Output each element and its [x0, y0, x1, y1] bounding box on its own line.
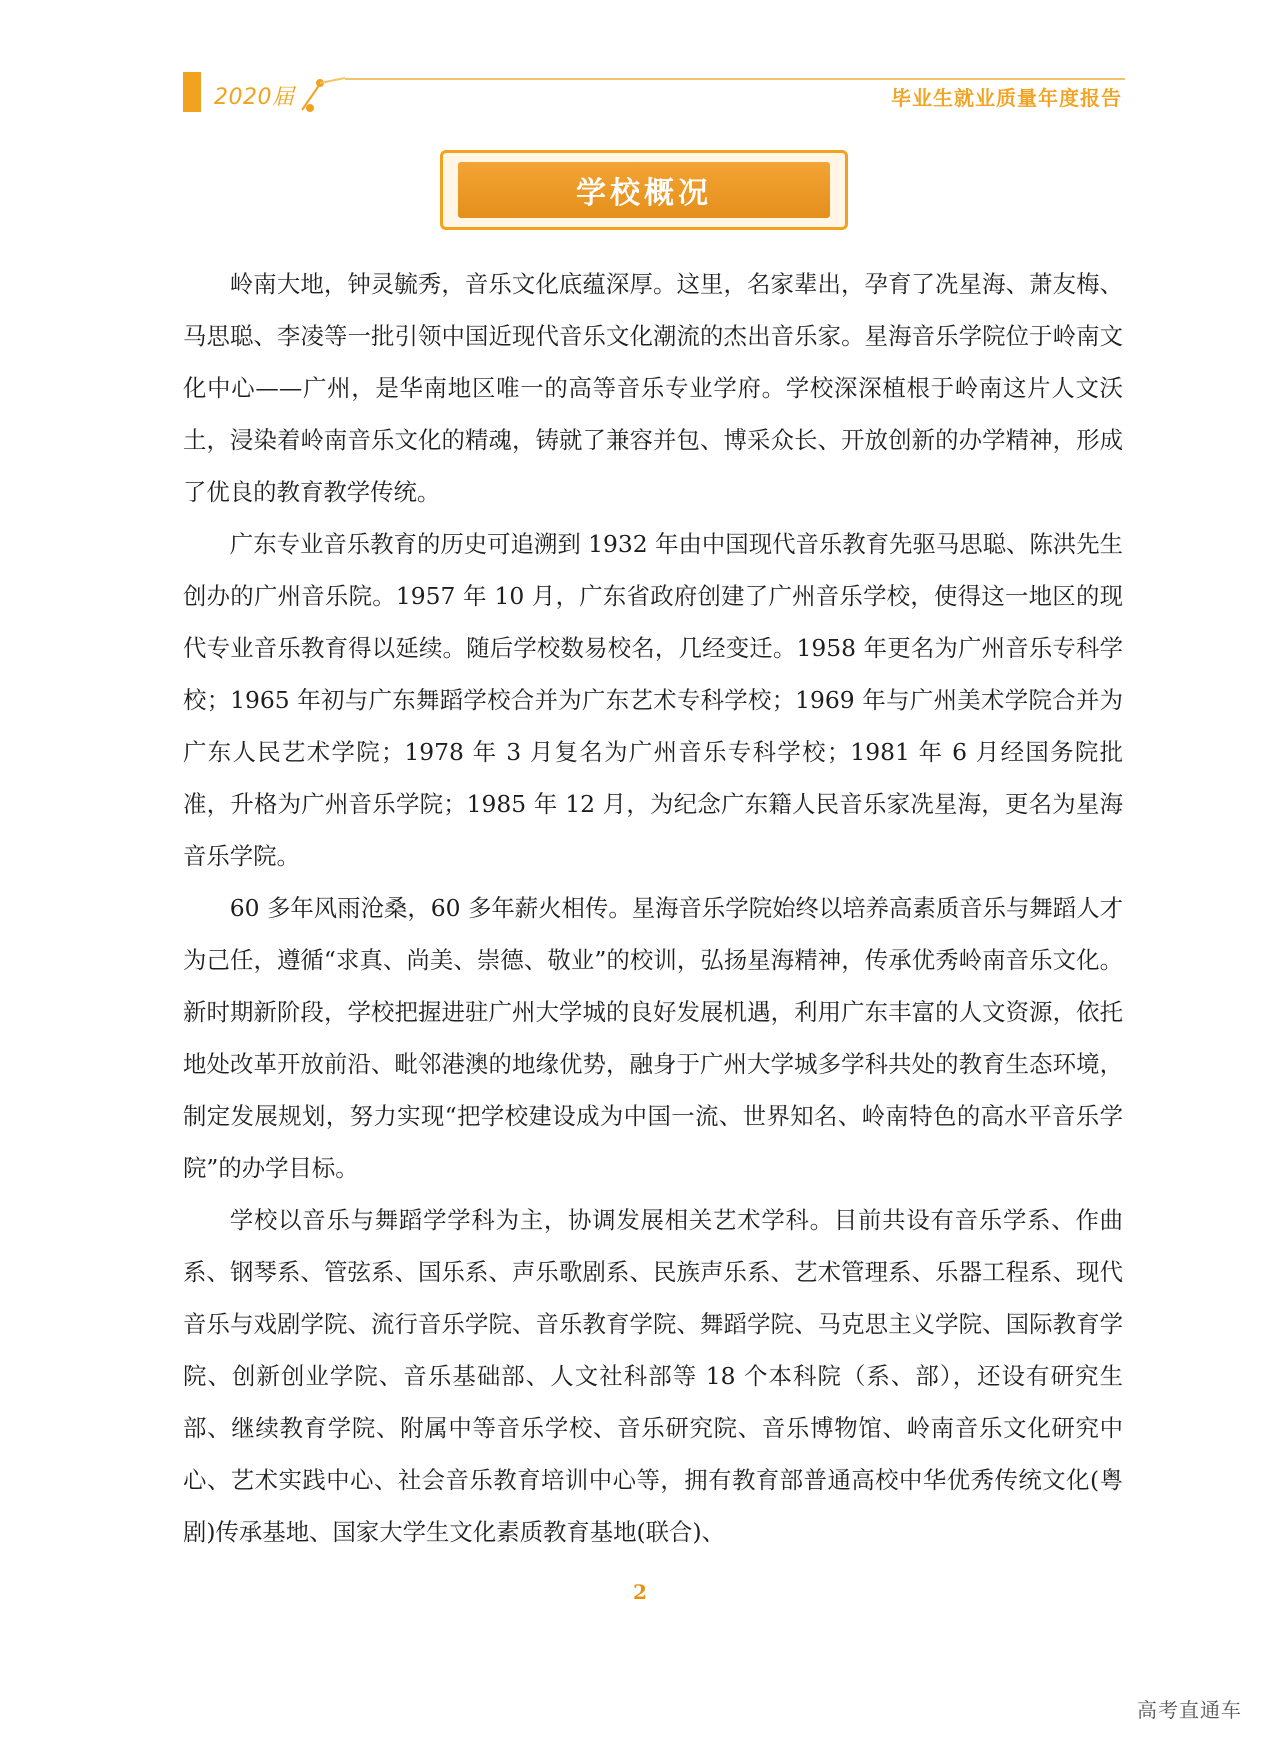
header-decoration-icon: [296, 70, 356, 116]
header-report-title: 毕业生就业质量年度报告: [891, 86, 1122, 110]
header-year: 2020届: [214, 85, 295, 110]
watermark: 高考直通车: [1137, 1698, 1242, 1722]
paragraph: 广东专业音乐教育的历史可追溯到 1932 年由中国现代音乐教育先驱马思聪、陈洪先生创办的广州音乐院。1957 年 10 月，广东省政府创建了广州音乐学校，使得这一地区的现代专业音乐教育得以延续。随后学校数易校名，几经变迁。1958 年更名为广州音乐专科学校；1965 年初与广东舞蹈学校合并为广东艺术专科学校；1969 年与广州美术学院合并为广东人民艺术学院；1978 年 3 月复名为广州音乐专科学校；1981 年 6 月经国务院批准，升格为广州音乐学院；1985 年 12 月，为纪念广东籍人民音乐家冼星海，更名为星海音乐学院。: [183, 530, 1123, 870]
section-title-banner: [458, 162, 830, 218]
body-text: [183, 258, 1123, 1558]
page-header: [0, 0, 1280, 130]
paragraph: 学校以音乐与舞蹈学学科为主，协调发展相关艺术学科。目前共设有音乐学系、作曲系、钢琴系、管弦系、国乐系、声乐歌剧系、民族声乐系、艺术管理系、乐器工程系、现代音乐与戏剧学院、流行音乐学院、音乐教育学院、舞蹈学院、马克思主义学院、国际教育学院、创新创业学院、音乐基础部、人文社科部等 18 个本科院（系、部），还设有研究生部、继续教育学院、附属中等音乐学校、音乐研究院、音乐博物馆、岭南音乐文化研究中心、艺术实践中心、社会音乐教育培训中心等，拥有教育部普通高校中华优秀传统文化(粤剧)传承基地、国家大学生文化素质教育基地(联合)、: [183, 1206, 1123, 1546]
header-accent-bar: [183, 72, 201, 112]
section-title-box: [440, 150, 848, 230]
paragraph: 60 多年风雨沧桑，60 多年薪火相传。星海音乐学院始终以培养高素质音乐与舞蹈人才为己任，遵循“求真、尚美、崇德、敬业”的校训，弘扬星海精神，传承优秀岭南音乐文化。新时期新阶段，学校把握进驻广州大学城的良好发展机遇，利用广东丰富的人文资源，依托地处改革开放前沿、毗邻港澳的地缘优势，融身于广州大学城多学科共处的教育生态环境，制定发展规划，努力实现“把学校建设成为中国一流、世界知名、岭南特色的高水平音乐学院”的办学目标。: [183, 894, 1123, 1182]
page-number: 2: [633, 1580, 647, 1604]
section-title: 学校概况: [576, 176, 712, 211]
paragraph: 岭南大地，钟灵毓秀，音乐文化底蕴深厚。这里，名家辈出，孕育了冼星海、萧友梅、马思聪、李凌等一批引领中国近现代音乐文化潮流的杰出音乐家。星海音乐学院位于岭南文化中心——广州，是华南地区唯一的高等音乐专业学府。学校深深植根于岭南这片人文沃土，浸染着岭南音乐文化的精魂，铸就了兼容并包、博采众长、开放创新的办学精神，形成了优良的教育教学传统。: [183, 270, 1123, 506]
header-rule: [345, 78, 1125, 80]
